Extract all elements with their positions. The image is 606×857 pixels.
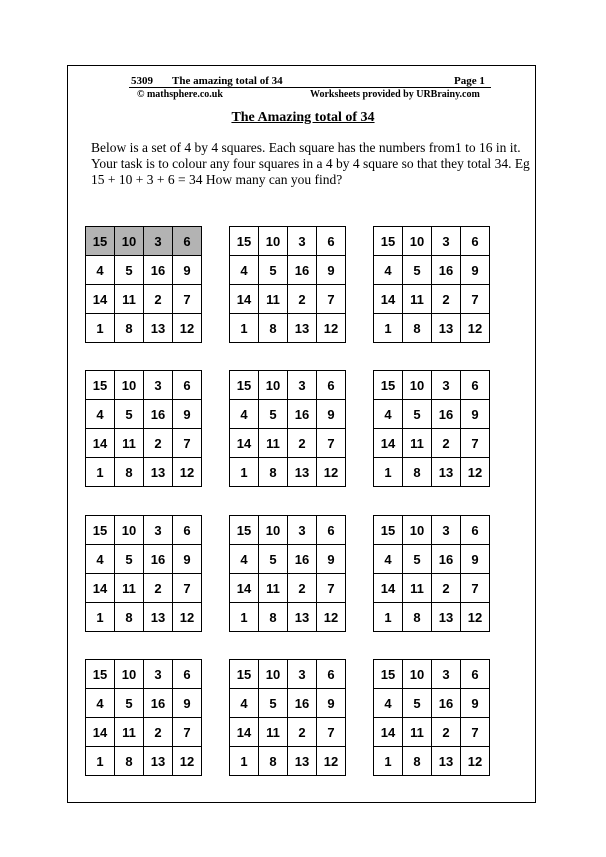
- grid-cell[interactable]: 2: [288, 718, 317, 747]
- grid-cell[interactable]: 4: [86, 256, 115, 285]
- grid-cell[interactable]: 4: [374, 400, 403, 429]
- grid-row: [374, 285, 490, 314]
- grid-row: [86, 256, 202, 285]
- grid-row: [86, 516, 202, 545]
- grid-row: [230, 516, 346, 545]
- grid-cell[interactable]: 9: [173, 689, 202, 718]
- grid-row: [86, 603, 202, 632]
- grid-cell[interactable]: 15: [374, 371, 403, 400]
- grid-row: [86, 227, 202, 256]
- grid-cell[interactable]: 11: [259, 574, 288, 603]
- grid-cell[interactable]: 16: [432, 256, 461, 285]
- grid-cell[interactable]: 4: [86, 545, 115, 574]
- grid-row: [86, 747, 202, 776]
- grid-cell[interactable]: 13: [288, 603, 317, 632]
- grid-cell[interactable]: 4: [230, 400, 259, 429]
- grid-row: [86, 545, 202, 574]
- grid-cell[interactable]: 8: [259, 458, 288, 487]
- number-grid: [85, 226, 202, 343]
- grid-cell[interactable]: 11: [403, 574, 432, 603]
- grid-cell[interactable]: 16: [288, 545, 317, 574]
- grid-cell[interactable]: 14: [230, 718, 259, 747]
- provider-text: Worksheets provided by URBrainy.com: [310, 89, 480, 100]
- grid-cell[interactable]: 3: [288, 371, 317, 400]
- grid-row: [230, 603, 346, 632]
- grid-cell[interactable]: 13: [288, 747, 317, 776]
- grid-cell[interactable]: 5: [115, 400, 144, 429]
- number-grid: [373, 515, 490, 632]
- grid-row: [230, 314, 346, 343]
- number-grid: [229, 659, 346, 776]
- grid-cell[interactable]: 9: [317, 689, 346, 718]
- grid-cell[interactable]: 7: [461, 574, 490, 603]
- grid-row: [374, 574, 490, 603]
- grid-cell[interactable]: 5: [115, 256, 144, 285]
- grid-cell[interactable]: 13: [144, 747, 173, 776]
- grid-cell[interactable]: 8: [403, 458, 432, 487]
- number-grid: [229, 515, 346, 632]
- grid-cell[interactable]: 15: [230, 660, 259, 689]
- grid-row: [86, 718, 202, 747]
- grid-cell[interactable]: 11: [259, 285, 288, 314]
- grid-cell[interactable]: 11: [403, 429, 432, 458]
- grid-cell[interactable]: 16: [432, 689, 461, 718]
- grid-row: [86, 371, 202, 400]
- grid-cell[interactable]: 13: [432, 458, 461, 487]
- grid-cell[interactable]: 6: [317, 227, 346, 256]
- grid-cell[interactable]: 1: [374, 747, 403, 776]
- number-grid: [85, 370, 202, 487]
- grid-cell[interactable]: 3: [144, 371, 173, 400]
- grid-cell[interactable]: 3: [432, 660, 461, 689]
- grid-cell[interactable]: 12: [173, 314, 202, 343]
- grid-cell[interactable]: 9: [461, 400, 490, 429]
- page-number: Page 1: [454, 75, 485, 87]
- grid-cell[interactable]: 2: [144, 285, 173, 314]
- grid-cell[interactable]: 7: [173, 718, 202, 747]
- grid-cell[interactable]: 1: [86, 747, 115, 776]
- instructions: [91, 140, 531, 188]
- grid-cell[interactable]: 1: [374, 603, 403, 632]
- grid-cell[interactable]: 11: [115, 718, 144, 747]
- grid-cell[interactable]: 3: [144, 516, 173, 545]
- grid-row: [86, 400, 202, 429]
- grid-cell-shaded[interactable]: 15: [86, 227, 115, 256]
- grid-cell[interactable]: 7: [173, 285, 202, 314]
- grid-row: [374, 256, 490, 285]
- grid-cell[interactable]: 3: [288, 516, 317, 545]
- grid-cell[interactable]: 16: [432, 400, 461, 429]
- grid-cell[interactable]: 14: [374, 285, 403, 314]
- grid-cell[interactable]: 15: [230, 371, 259, 400]
- grid-cell[interactable]: 2: [288, 429, 317, 458]
- grid-cell[interactable]: 3: [432, 371, 461, 400]
- grid-row: [374, 689, 490, 718]
- worksheet-title: The Amazing total of 34: [231, 110, 375, 125]
- grid-cell[interactable]: 5: [259, 545, 288, 574]
- grid-cell[interactable]: 6: [317, 660, 346, 689]
- grid-row: [86, 285, 202, 314]
- grid-cell[interactable]: 6: [173, 516, 202, 545]
- copyright-text: © mathsphere.co.uk: [137, 89, 223, 100]
- grid-cell[interactable]: 5: [259, 689, 288, 718]
- worksheet-number: 5309: [131, 75, 153, 87]
- grid-cell[interactable]: 9: [461, 545, 490, 574]
- grid-cell[interactable]: 12: [461, 458, 490, 487]
- grid-cell[interactable]: 14: [86, 429, 115, 458]
- grid-cell[interactable]: 10: [403, 227, 432, 256]
- grid-cell[interactable]: 14: [86, 285, 115, 314]
- number-grid: [229, 370, 346, 487]
- grid-cell[interactable]: 7: [461, 429, 490, 458]
- grid-row: [86, 660, 202, 689]
- grid-cell[interactable]: 6: [317, 371, 346, 400]
- header-title: The amazing total of 34: [172, 75, 283, 87]
- instructions-line-1: Below is a set of 4 by 4 squares. Each square has the numbers from1 to 16 in it.: [91, 140, 521, 155]
- grid-cell[interactable]: 8: [259, 314, 288, 343]
- grid-cell[interactable]: 12: [317, 458, 346, 487]
- grid-cell[interactable]: 15: [86, 660, 115, 689]
- grid-cell[interactable]: 8: [115, 314, 144, 343]
- grid-row: [374, 747, 490, 776]
- instructions-line-2: Your task is to colour any four squares in a 4 by 4 square so that they total 34. Eg 15 + 10 + 3 + 6 = 34 How many can you find?: [91, 156, 530, 187]
- grid-cell[interactable]: 7: [317, 429, 346, 458]
- grid-cell[interactable]: 4: [230, 689, 259, 718]
- grid-row: [374, 400, 490, 429]
- grid-row: [230, 227, 346, 256]
- grid-cell[interactable]: 11: [115, 285, 144, 314]
- grid-cell-shaded[interactable]: 3: [144, 227, 173, 256]
- grid-cell[interactable]: 5: [259, 256, 288, 285]
- grid-cell[interactable]: 11: [259, 718, 288, 747]
- grid-cell[interactable]: 1: [374, 314, 403, 343]
- grid-cell[interactable]: 9: [461, 256, 490, 285]
- grid-cell[interactable]: 16: [288, 256, 317, 285]
- grid-cell[interactable]: 11: [259, 429, 288, 458]
- grid-cell[interactable]: 6: [173, 660, 202, 689]
- grid-cell[interactable]: 14: [86, 574, 115, 603]
- grid-row: [86, 429, 202, 458]
- grid-cell[interactable]: 5: [115, 545, 144, 574]
- grid-cell[interactable]: 13: [288, 458, 317, 487]
- grid-cell[interactable]: 2: [432, 429, 461, 458]
- grid-cell-shaded[interactable]: 10: [115, 227, 144, 256]
- grid-cell[interactable]: 13: [144, 458, 173, 487]
- grid-cell[interactable]: 14: [230, 574, 259, 603]
- number-grid: [85, 659, 202, 776]
- grid-cell[interactable]: 10: [259, 660, 288, 689]
- grid-row: [230, 574, 346, 603]
- grid-cell[interactable]: 3: [432, 227, 461, 256]
- grid-row: [230, 371, 346, 400]
- grid-cell[interactable]: 2: [144, 429, 173, 458]
- grid-cell[interactable]: 1: [230, 458, 259, 487]
- grid-row: [230, 429, 346, 458]
- grid-row: [230, 400, 346, 429]
- grid-cell[interactable]: 3: [432, 516, 461, 545]
- grid-cell[interactable]: 9: [317, 400, 346, 429]
- grid-cell[interactable]: 12: [173, 458, 202, 487]
- grid-cell[interactable]: 2: [432, 718, 461, 747]
- grid-cell[interactable]: 10: [259, 227, 288, 256]
- grid-cell[interactable]: 10: [115, 660, 144, 689]
- grid-cell[interactable]: 2: [144, 574, 173, 603]
- grid-cell[interactable]: 5: [403, 545, 432, 574]
- grid-cell[interactable]: 4: [230, 256, 259, 285]
- grid-row: [374, 458, 490, 487]
- grid-cell[interactable]: 2: [288, 285, 317, 314]
- number-grid: [85, 515, 202, 632]
- grid-cell[interactable]: 8: [115, 747, 144, 776]
- grid-cell[interactable]: 14: [374, 718, 403, 747]
- grid-cell[interactable]: 13: [432, 314, 461, 343]
- grid-cell[interactable]: 6: [461, 660, 490, 689]
- grid-cell[interactable]: 13: [144, 603, 173, 632]
- grid-cell[interactable]: 16: [144, 256, 173, 285]
- grid-cell[interactable]: 12: [461, 314, 490, 343]
- grid-row: [230, 718, 346, 747]
- grid-row: [374, 429, 490, 458]
- grid-cell[interactable]: 11: [115, 574, 144, 603]
- grid-cell[interactable]: 10: [115, 371, 144, 400]
- grid-cell[interactable]: 6: [461, 227, 490, 256]
- grid-cell[interactable]: 8: [259, 747, 288, 776]
- grid-row: [374, 371, 490, 400]
- grid-row: [374, 545, 490, 574]
- header-underline: [129, 87, 491, 88]
- grid-cell[interactable]: 13: [144, 314, 173, 343]
- number-grid: [229, 226, 346, 343]
- grid-cell[interactable]: 5: [115, 689, 144, 718]
- grid-cell[interactable]: 10: [403, 371, 432, 400]
- grid-cell[interactable]: 14: [230, 429, 259, 458]
- grid-cell[interactable]: 5: [403, 400, 432, 429]
- grid-cell[interactable]: 6: [173, 371, 202, 400]
- grid-row: [86, 574, 202, 603]
- grid-cell[interactable]: 16: [144, 689, 173, 718]
- grid-cell[interactable]: 4: [230, 545, 259, 574]
- grid-cell[interactable]: 5: [403, 256, 432, 285]
- grid-cell[interactable]: 3: [144, 660, 173, 689]
- grid-cell[interactable]: 7: [317, 574, 346, 603]
- grid-cell[interactable]: 12: [317, 747, 346, 776]
- grid-cell[interactable]: 10: [403, 660, 432, 689]
- grid-cell[interactable]: 1: [86, 458, 115, 487]
- grid-cell[interactable]: 10: [259, 516, 288, 545]
- grid-row: [230, 689, 346, 718]
- grid-row: [374, 660, 490, 689]
- grid-cell[interactable]: 10: [403, 516, 432, 545]
- grid-cell[interactable]: 4: [374, 689, 403, 718]
- grid-cell[interactable]: 5: [259, 400, 288, 429]
- grid-row: [230, 660, 346, 689]
- grid-cell[interactable]: 15: [86, 516, 115, 545]
- grid-cell[interactable]: 16: [144, 400, 173, 429]
- grid-cell[interactable]: 14: [374, 574, 403, 603]
- grid-cell[interactable]: 15: [374, 227, 403, 256]
- grid-cell[interactable]: 15: [374, 516, 403, 545]
- grid-cell[interactable]: 9: [317, 256, 346, 285]
- grid-cell[interactable]: 7: [317, 285, 346, 314]
- grid-cell[interactable]: 10: [259, 371, 288, 400]
- grid-cell[interactable]: 13: [288, 314, 317, 343]
- grid-cell[interactable]: 4: [374, 256, 403, 285]
- grid-cell[interactable]: 8: [115, 458, 144, 487]
- grid-cell[interactable]: 1: [86, 603, 115, 632]
- grid-cell[interactable]: 11: [115, 429, 144, 458]
- grid-cell[interactable]: 2: [432, 574, 461, 603]
- grid-cell[interactable]: 15: [230, 227, 259, 256]
- grid-cell[interactable]: 3: [288, 660, 317, 689]
- grid-cell[interactable]: 9: [173, 545, 202, 574]
- grid-cell[interactable]: 14: [86, 718, 115, 747]
- number-grid: [373, 659, 490, 776]
- grid-cell[interactable]: 1: [86, 314, 115, 343]
- grid-cell[interactable]: 12: [173, 747, 202, 776]
- grid-row: [230, 285, 346, 314]
- grid-row: [374, 227, 490, 256]
- grid-cell[interactable]: 16: [288, 689, 317, 718]
- grid-cell[interactable]: 4: [86, 400, 115, 429]
- grid-row: [86, 689, 202, 718]
- grid-row: [86, 458, 202, 487]
- grid-cell[interactable]: 7: [317, 718, 346, 747]
- grid-cell[interactable]: 10: [115, 516, 144, 545]
- grid-cell[interactable]: 15: [230, 516, 259, 545]
- grid-cell[interactable]: 1: [230, 747, 259, 776]
- grid-cell[interactable]: 11: [403, 285, 432, 314]
- grid-cell[interactable]: 1: [230, 603, 259, 632]
- grid-cell[interactable]: 4: [374, 545, 403, 574]
- grid-cell[interactable]: 1: [374, 458, 403, 487]
- grid-cell[interactable]: 8: [403, 747, 432, 776]
- grid-cell[interactable]: 7: [461, 285, 490, 314]
- grid-cell[interactable]: 13: [432, 603, 461, 632]
- grid-cell[interactable]: 15: [86, 371, 115, 400]
- grid-cell[interactable]: 9: [173, 400, 202, 429]
- grid-cell[interactable]: 1: [230, 314, 259, 343]
- grid-cell[interactable]: 13: [432, 747, 461, 776]
- grid-cell[interactable]: 15: [374, 660, 403, 689]
- grid-cell[interactable]: 8: [403, 314, 432, 343]
- grid-cell[interactable]: 8: [115, 603, 144, 632]
- grid-row: [374, 516, 490, 545]
- grid-cell[interactable]: 12: [461, 747, 490, 776]
- grid-cell[interactable]: 7: [461, 718, 490, 747]
- grid-row: [374, 718, 490, 747]
- grid-cell[interactable]: 2: [288, 574, 317, 603]
- grid-cell[interactable]: 4: [86, 689, 115, 718]
- grid-cell[interactable]: 14: [230, 285, 259, 314]
- grid-cell[interactable]: 6: [461, 516, 490, 545]
- number-grid: [373, 226, 490, 343]
- grid-cell[interactable]: 7: [173, 429, 202, 458]
- grid-cell[interactable]: 12: [173, 603, 202, 632]
- grid-cell[interactable]: 2: [144, 718, 173, 747]
- grid-cell[interactable]: 9: [317, 545, 346, 574]
- grid-cell[interactable]: 8: [403, 603, 432, 632]
- grid-cell[interactable]: 16: [144, 545, 173, 574]
- grid-row: [86, 314, 202, 343]
- grid-cell[interactable]: 6: [461, 371, 490, 400]
- grid-row: [374, 314, 490, 343]
- grid-cell[interactable]: 3: [288, 227, 317, 256]
- grid-row: [230, 747, 346, 776]
- grid-row: [374, 603, 490, 632]
- grid-cell[interactable]: 7: [173, 574, 202, 603]
- grid-cell[interactable]: 16: [288, 400, 317, 429]
- grid-cell[interactable]: 9: [173, 256, 202, 285]
- grid-row: [230, 256, 346, 285]
- grid-cell[interactable]: 11: [403, 718, 432, 747]
- grid-cell[interactable]: 14: [374, 429, 403, 458]
- grid-cell[interactable]: 9: [461, 689, 490, 718]
- grid-row: [230, 458, 346, 487]
- grid-cell[interactable]: 16: [432, 545, 461, 574]
- number-grid: [373, 370, 490, 487]
- grid-cell[interactable]: 12: [317, 603, 346, 632]
- grid-cell[interactable]: 5: [403, 689, 432, 718]
- grid-cell[interactable]: 2: [432, 285, 461, 314]
- grid-cell-shaded[interactable]: 6: [173, 227, 202, 256]
- grid-cell[interactable]: 12: [317, 314, 346, 343]
- grid-row: [230, 545, 346, 574]
- grid-cell[interactable]: 12: [461, 603, 490, 632]
- grid-cell[interactable]: 8: [259, 603, 288, 632]
- grid-cell[interactable]: 6: [317, 516, 346, 545]
